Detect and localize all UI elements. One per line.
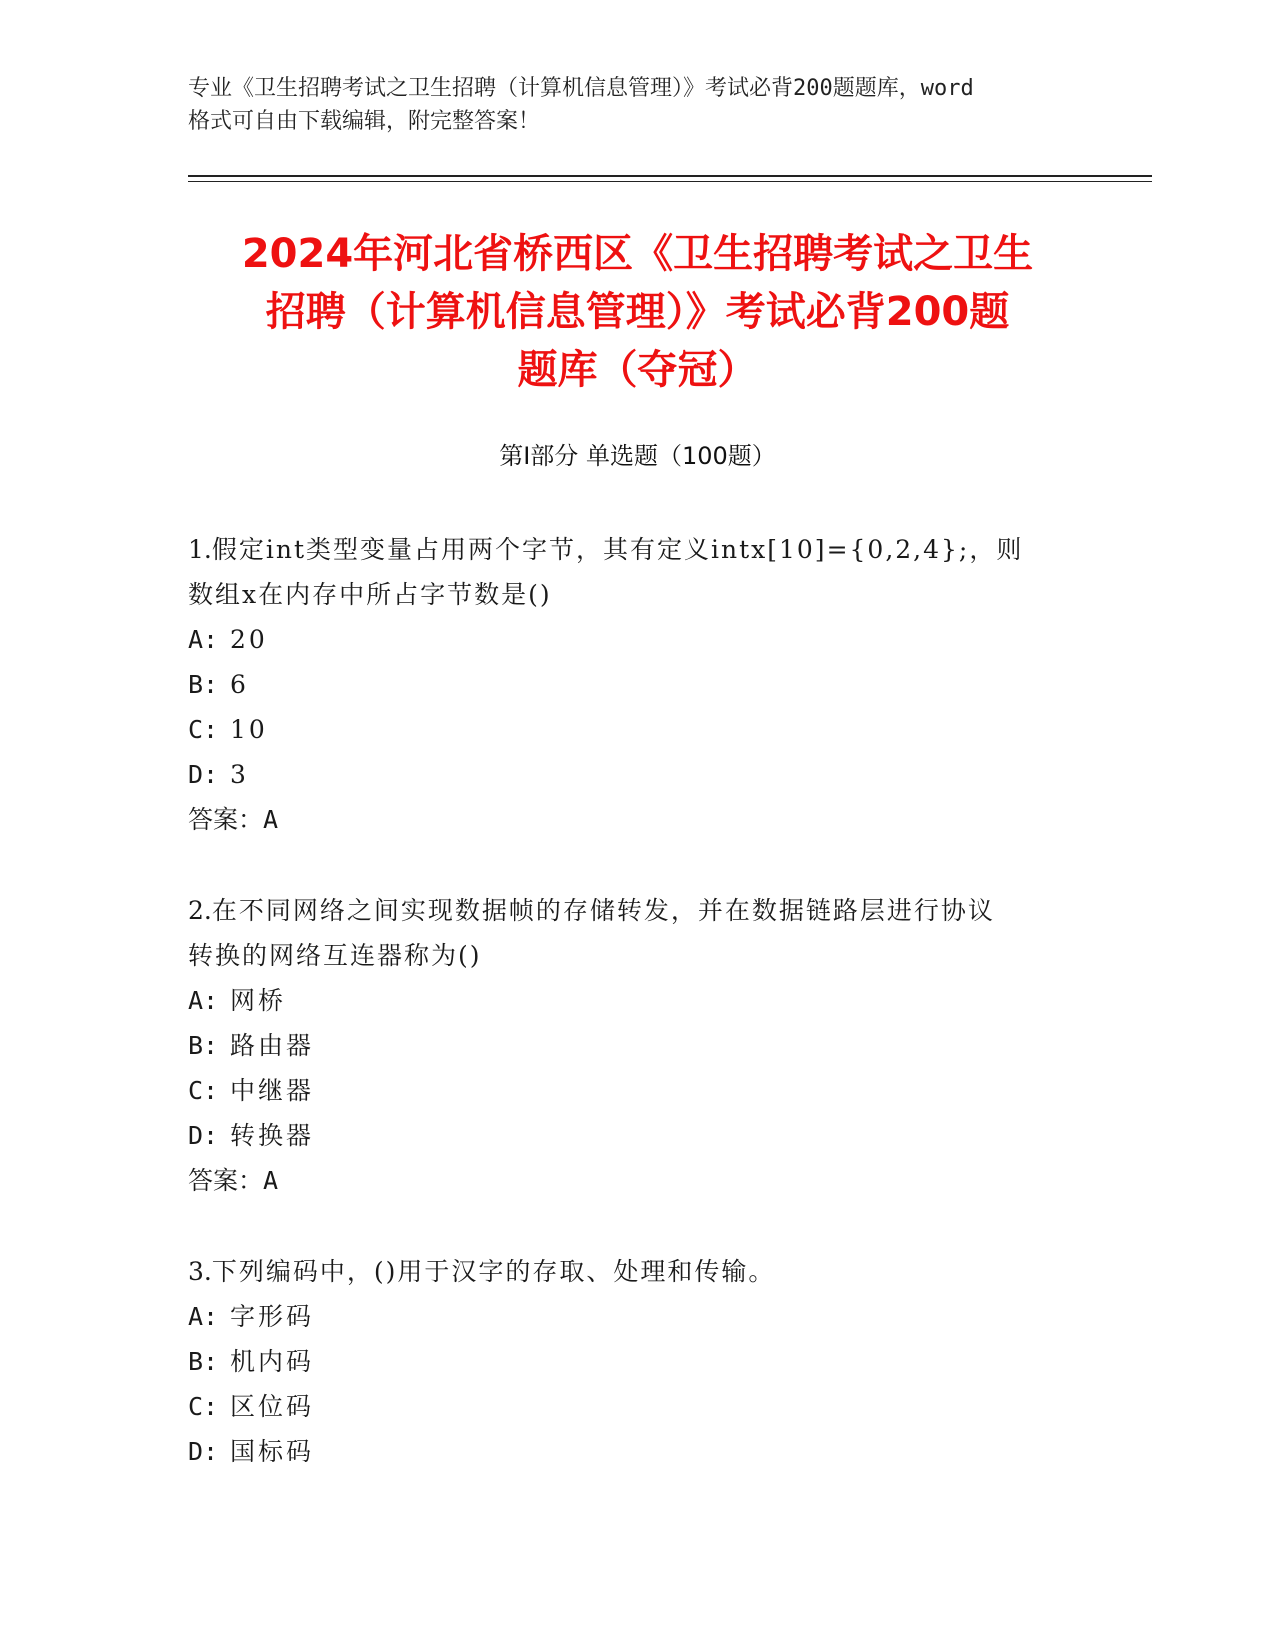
- question-text-line-1: 假定int类型变量占用两个字节，其有定义intx[10]={0,2,4};，则: [211, 535, 1024, 564]
- option-b: [188, 1023, 1088, 1068]
- answer-line: [188, 797, 1088, 842]
- answer-value: A: [263, 805, 279, 834]
- answer-value: A: [263, 1166, 279, 1195]
- option-letter: C:: [188, 1392, 219, 1421]
- question-number: 1.: [188, 535, 212, 564]
- question-text-line-1: 下列编码中，()用于汉字的存取、处理和传输。: [211, 1257, 776, 1286]
- option-d: [188, 1113, 1088, 1158]
- option-text: 10: [230, 715, 268, 744]
- question-text: [188, 1249, 1088, 1294]
- question-text: [188, 527, 1088, 572]
- option-b: [188, 1339, 1088, 1384]
- answer-line: [188, 1158, 1088, 1203]
- option-letter: B:: [188, 670, 219, 699]
- option-text: 网桥: [230, 986, 287, 1015]
- question-number: 2.: [188, 896, 212, 925]
- option-letter: A:: [188, 1302, 219, 1331]
- option-text: 转换器: [230, 1121, 315, 1150]
- option-text: 20: [230, 625, 268, 654]
- option-a: [188, 1294, 1088, 1339]
- option-letter: C:: [188, 1076, 219, 1105]
- question-list: [188, 527, 1088, 1520]
- option-text: 字形码: [230, 1302, 315, 1331]
- answer-label: 答案：: [188, 1166, 264, 1195]
- header-note-line-1: 专业《卫生招聘考试之卫生招聘（计算机信息管理）》考试必背200题题库，word: [188, 76, 974, 101]
- option-letter: C:: [188, 715, 219, 744]
- option-a: [188, 617, 1088, 662]
- title-line-3: 题库（夺冠）: [517, 347, 758, 393]
- option-text: 区位码: [230, 1392, 315, 1421]
- question-text-line-2: 转换的网络互连器称为(): [188, 941, 482, 970]
- question-3: [188, 1249, 1088, 1474]
- question-number: 3.: [188, 1257, 212, 1286]
- option-letter: D:: [188, 1437, 219, 1466]
- answer-label: 答案：: [188, 805, 264, 834]
- option-letter: A:: [188, 986, 219, 1015]
- option-text: 6: [230, 670, 249, 699]
- question-text: [188, 888, 1088, 933]
- option-text: 3: [230, 760, 249, 789]
- option-text: 机内码: [230, 1347, 315, 1376]
- option-d: [188, 752, 1088, 797]
- option-d: [188, 1429, 1088, 1474]
- question-1: [188, 527, 1088, 842]
- option-letter: D:: [188, 1121, 219, 1150]
- option-c: [188, 1384, 1088, 1429]
- option-c: [188, 707, 1088, 752]
- question-text-line-1: 在不同网络之间实现数据帧的存储转发，并在数据链路层进行协议: [211, 896, 995, 925]
- question-text-line-2: 数组x在内存中所占字节数是(): [188, 580, 552, 609]
- header-note: [188, 72, 1088, 138]
- title-line-2: 招聘（计算机信息管理）》考试必背200题: [265, 289, 1010, 335]
- option-letter: A:: [188, 625, 219, 654]
- title-line-1: 2024年河北省桥西区《卫生招聘考试之卫生: [241, 231, 1034, 277]
- option-letter: B:: [188, 1347, 219, 1376]
- option-text: 中继器: [230, 1076, 315, 1105]
- header-note-line-2: 格式可自由下载编辑，附完整答案！: [188, 109, 541, 134]
- option-letter: B:: [188, 1031, 219, 1060]
- option-b: [188, 662, 1088, 707]
- section-heading: 第Ⅰ部分 单选题（100题）: [499, 442, 776, 470]
- header-divider-thick: [188, 175, 1152, 177]
- header-divider-thin: [188, 181, 1152, 182]
- option-a: [188, 978, 1088, 1023]
- document-title: [150, 225, 1125, 399]
- option-c: [188, 1068, 1088, 1113]
- option-letter: D:: [188, 760, 219, 789]
- option-text: 国标码: [230, 1437, 315, 1466]
- option-text: 路由器: [230, 1031, 315, 1060]
- question-2: [188, 888, 1088, 1203]
